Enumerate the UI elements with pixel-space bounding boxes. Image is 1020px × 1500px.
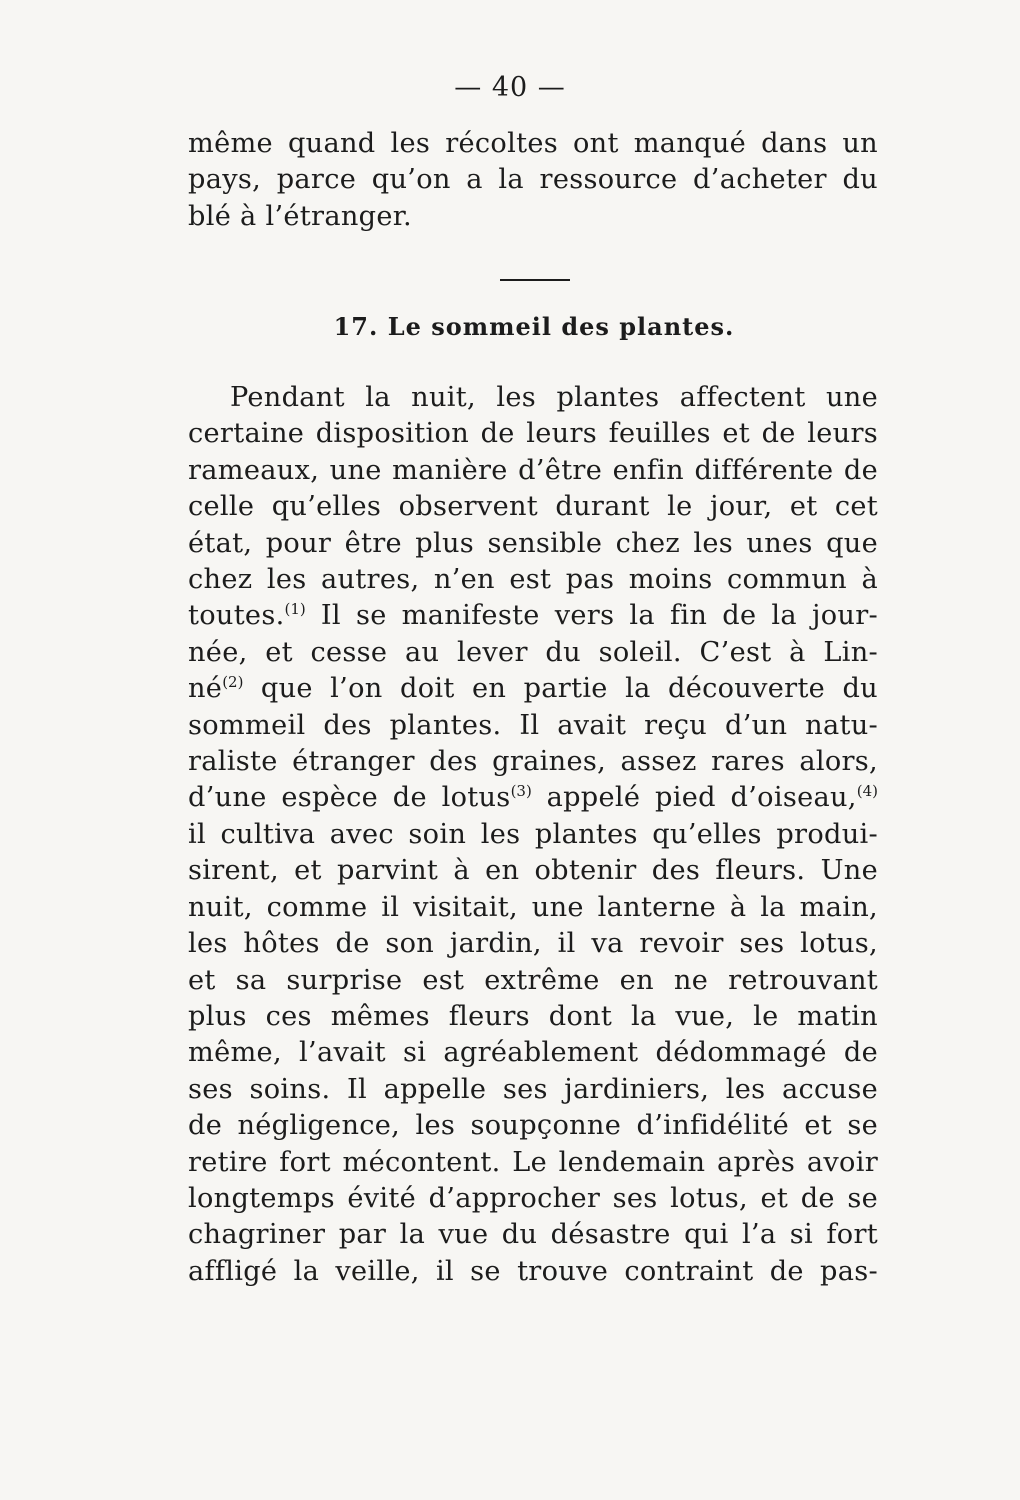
text-line: née, et cesse au lever du soleil. C’est à Lin-: [188, 636, 878, 668]
text-line: retire fort mécontent. Le lendemain après avoir: [188, 1146, 878, 1178]
text-line: même quand les récoltes ont manqué dans un: [188, 128, 878, 159]
text-line: [188, 671, 878, 707]
text-line: même, l’avait si agréablement dédommagé de: [188, 1037, 878, 1069]
text-line: longtemps évité d’approcher ses lotus, et de se: [188, 1182, 878, 1214]
text-line: et sa surprise est extrême en ne retrouvant: [188, 964, 878, 996]
text-segment: né: [188, 673, 223, 705]
text-segment: appelé pied d’oiseau,: [546, 782, 857, 814]
text-line: affligé la veille, il se trouve contraint de pas-: [188, 1255, 878, 1287]
text-line: blé à l’étranger.: [188, 200, 412, 232]
text-segment: d’une espèce de lotus: [188, 782, 511, 814]
text-line: certaine disposition de leurs feuilles et de leurs: [188, 418, 878, 450]
text-segment: Il se manifeste vers la fin de la jour-: [320, 600, 878, 632]
footnote-ref-4: (4): [856, 782, 878, 801]
section-divider: [500, 279, 570, 281]
text-line: de négligence, les soupçonne d’infidélité et se: [188, 1110, 878, 1142]
continued-paragraph: [188, 126, 878, 235]
text-line: sirent, et parvint à en obtenir des fleurs. Une: [188, 855, 878, 887]
text-segment: que l’on doit en partie la découverte du: [260, 673, 878, 705]
text-line: celle qu’elles observent durant le jour, et cet: [188, 491, 878, 523]
text-line: pays, parce qu’on a la ressource d’acheter du: [188, 164, 878, 196]
text-line: les hôtes de son jardin, il va revoir ses lotus,: [188, 928, 878, 960]
text-line: Pendant la nuit, les plantes affectent une: [230, 382, 878, 413]
footnote-ref-3: (3): [510, 782, 532, 801]
footnote-ref-1: (1): [284, 600, 306, 619]
text-segment: toutes.: [188, 600, 285, 632]
text-line: raliste étranger des graines, assez rares alors,: [188, 746, 878, 778]
page-number: — 40 —: [454, 72, 566, 103]
section-heading: 17. Le sommeil des plantes.: [333, 312, 735, 341]
text-line: il cultiva avec soin les plantes qu’elles produi-: [188, 818, 878, 850]
footnote-ref-2: (2): [222, 673, 244, 692]
main-paragraph: [188, 380, 878, 1290]
text-line: nuit, comme il visitait, une lanterne à la main,: [188, 891, 878, 923]
text-line: sommeil des plantes. Il avait reçu d’un natu-: [188, 709, 878, 741]
text-line: rameaux, une manière d’être enfin différente de: [188, 454, 878, 486]
text-line: état, pour être plus sensible chez les unes que: [188, 527, 878, 559]
text-line: [188, 598, 878, 634]
text-line: [188, 780, 878, 816]
text-line: plus ces mêmes fleurs dont la vue, le matin: [188, 1000, 878, 1032]
text-line: ses soins. Il appelle ses jardiniers, les accuse: [188, 1073, 878, 1105]
text-line: chez les autres, n’en est pas moins commun à: [188, 564, 878, 596]
text-line: chagriner par la vue du désastre qui l’a si fort: [188, 1219, 878, 1251]
